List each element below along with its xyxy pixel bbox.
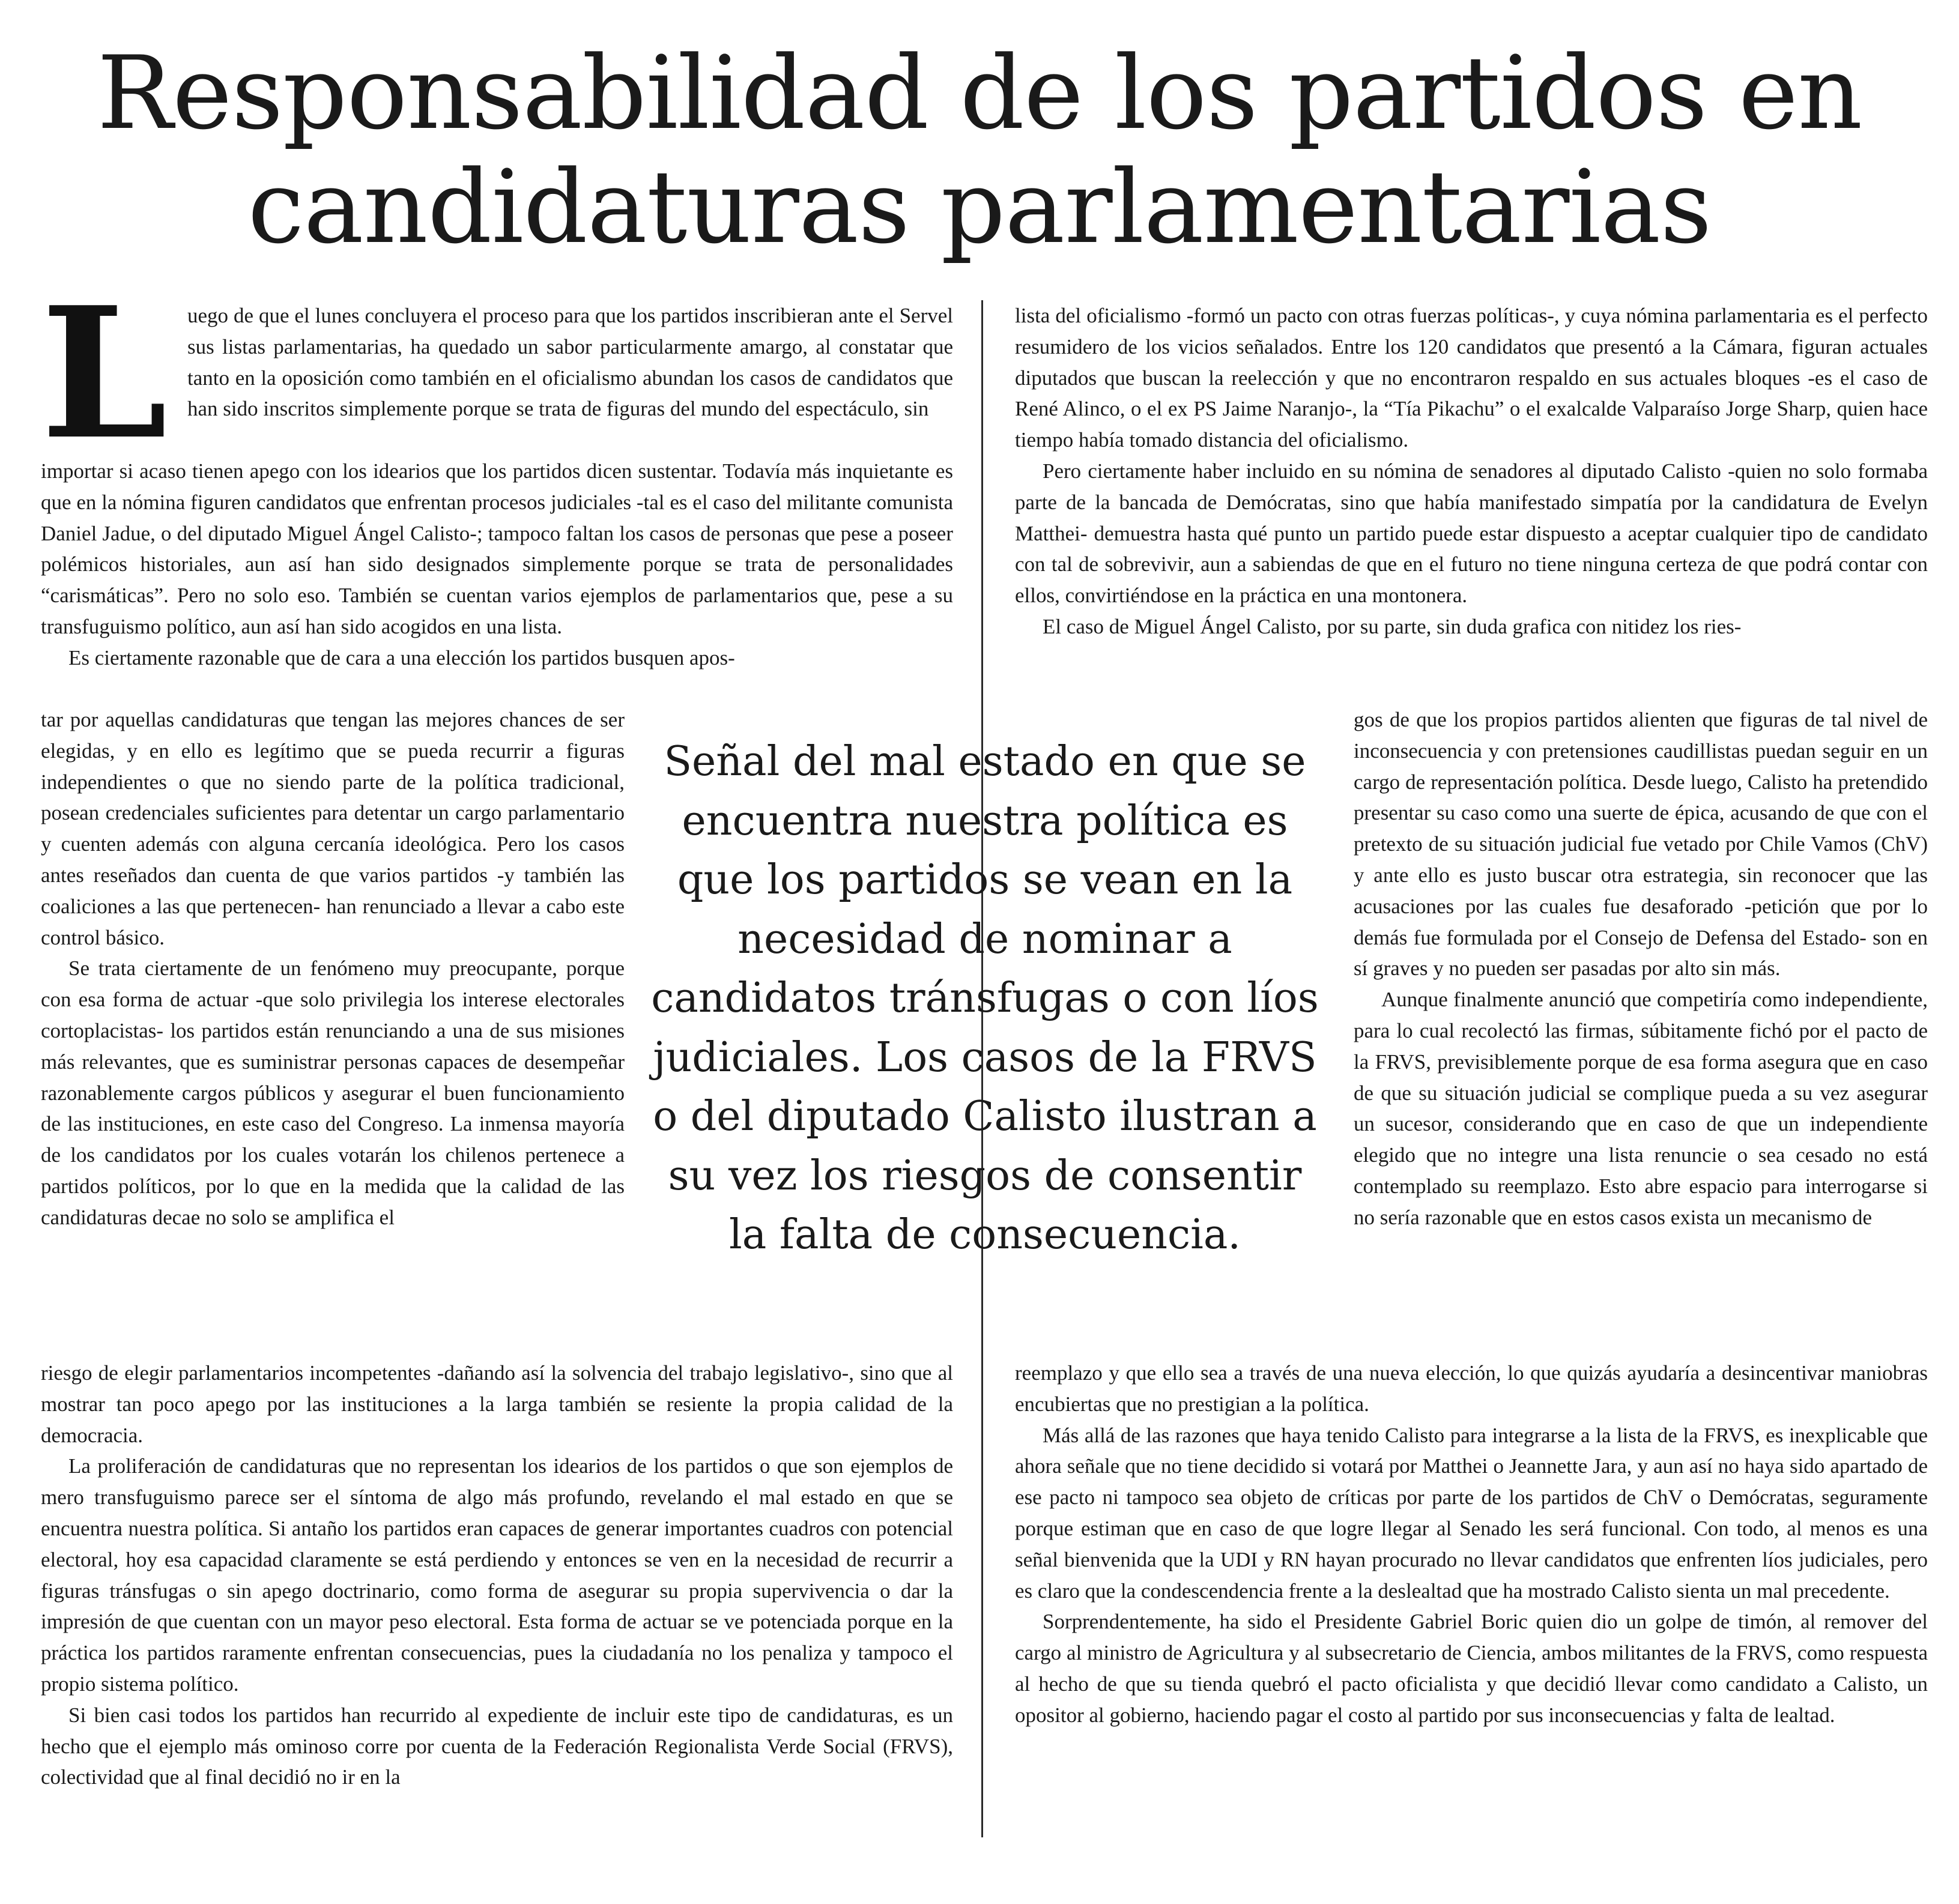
paragraph-8: Aunque finalmente anunció que competiría como independiente, para lo cual recolectó las firmas, súbitamente fichó por el pacto de la FRVS, previsiblemente porque de esa forma asegura que en caso de que su situación judicial se complique pueda a su vez asegurar un sucesor, considerando que en caso de que un independiente elegido que no integre una lista renuncie o sea cesado no está contemplado su reemplazo. Esto abre espacio para interrogarse si no sería razonable que en estos casos exista un mecanismo de bbox=[1354, 988, 1928, 1229]
left-upper-block bbox=[41, 456, 953, 674]
paragraph-5: Si bien casi todos los partidos han recurrido al expediente de incluir este tipo de candidaturas, es un hecho que el ejemplo más ominoso corre por cuenta de la Federación Regionalista Verde Social (FRVS), colectividad que al final decidió no ir en la bbox=[41, 1703, 953, 1789]
right-upper-block bbox=[1015, 300, 1928, 642]
paragraph-1-continued: importar si acaso tienen apego con los idearios que los partidos dicen sustentar. Todavía más inquietante es que en la nómina figuren candidatos que enfrentan procesos judiciales -tal es el caso del militante comunista Daniel Jadue, o del diputado Miguel Ángel Calisto-; tampoco faltan los casos de personas que pese a poseer polémicos historiales, aun así han sido designados simplemente porque se trata de personalidades “carismáticas”. Pero no solo eso. También se cuentan varios ejemplos de parlamentarios que, pese a su transfuguismo político, aun así han sido acogidos en una lista. bbox=[41, 459, 953, 638]
left-lower-block bbox=[41, 1358, 953, 1793]
headline-line-2: candidaturas parlamentarias bbox=[247, 148, 1712, 266]
paragraph-7-start: El caso de Miguel Ángel Calisto, por su parte, sin duda grafica con nitidez los ries- bbox=[1043, 614, 1742, 638]
right-narrow-block bbox=[1354, 704, 1928, 1233]
paragraph-3-end: riesgo de elegir parlamentarios incompetentes -dañando así la solvencia del trabajo legislativo-, sino que al mostrar tan poco apego por las instituciones a la larga también se resiente la propia calidad de la democracia. bbox=[41, 1361, 953, 1447]
headline-line-1: Responsabilidad de los partidos en bbox=[97, 34, 1862, 152]
paragraph-2-rest: tar por aquellas candidaturas que tengan las mejores chances de ser elegidas, y en ello es legítimo que se pueda recurrir a figuras independientes o que no siendo parte de la política tradicional, posean credenciales suficientes para detentar un cargo parlamentario y cuenten además con alguna cercanía ideológica. Pero los casos antes reseñados dan cuenta de que varios partidos -y también las coaliciones a las que pertenecen- han renunciado a llevar a cabo este control básico. bbox=[41, 708, 625, 949]
paragraph-8-end: reemplazo y que ello sea a través de una nueva elección, lo que quizás ayudaría a desincentivar maniobras encubiertas que no prestigian a la política. bbox=[1015, 1361, 1928, 1416]
paragraph-1-intro: uego de que el lunes concluyera el proceso para que los partidos inscribieran ante el Servel sus listas parlamentarias, ha quedado un sabor particularmente amargo, al constatar que tanto en la oposición como también en el oficialismo abundan los casos de candidatos que han sido inscritos simplemente porque se trata de figuras del mundo del espectáculo, sin bbox=[187, 304, 953, 421]
paragraph-6: Pero ciertamente haber incluido en su nómina de senadores al diputado Calisto -quien no solo formaba parte de la bancada de Demócratas, sino que había manifestado simpatía por la candidatura de Evelyn Matthei- demuestra hasta qué punto un partido puede estar dispuesto a aceptar cualquier tipo de candidato con tal de sobrevivir, aun a sabiendas de que en el futuro no tiene ninguna certeza de que podrá contar con ellos, convirtiéndose en la práctica en una montonera. bbox=[1015, 459, 1928, 608]
paragraph-7-rest: gos de que los propios partidos alienten que figuras de tal nivel de inconsecuencia y con pretensiones caudillistas puedan seguir en un cargo de representación política. Desde luego, Calisto ha pretendido presentar su caso como una suerte de épica, acusando de que con el pretexto de su situación judicial fue vetado por Chile Vamos (ChV) y ante ello es justo buscar otra estrategia, sin reconocer que las acusaciones por las cuales fue desaforado -petición que por lo demás fue formulada por el Consejo de Defensa del Estado- son en sí graves y no pueden ser pasadas por alto sin más. bbox=[1354, 708, 1928, 981]
drop-cap: L bbox=[41, 267, 168, 479]
paragraph-3: Se trata ciertamente de un fenómeno muy preocupante, porque con esa forma de actuar -que solo privilegia los interese electorales cortoplacistas- los partidos están renunciando a una de sus misiones más relevantes, que es suministrar personas capaces de desempeñar razonablemente cargos públicos y asegurar el buen funcionamiento de las instituciones, en este caso del Congreso. La inmensa mayoría de los candidatos por los cuales votarán los chilenos pertenece a partidos políticos, por lo que en la medida que la calidad de las candidaturas decae no solo se amplifica el bbox=[41, 957, 625, 1229]
left-intro-block bbox=[187, 300, 953, 425]
right-lower-block bbox=[1015, 1358, 1928, 1731]
left-narrow-block bbox=[41, 704, 625, 1233]
paragraph-9: Más allá de las razones que haya tenido Calisto para integrarse a la lista de la FRVS, es inexplicable que ahora señale que no tiene decidido si votará por Matthei o Jeannette Jara, y aun así no haya sido apartado de ese pacto ni tampoco sea objeto de críticas por parte de los partidos de ChV o Demócratas, seguramente porque estiman que en caso de que logre llegar al Senado les será funcional. Con todo, al menos es una señal bienvenida que la UDI y RN hayan procurado no llevar candidatos que enfrenten líos judiciales, pero es claro que la condescendencia frente a la deslealtad que ha mostrado Calisto sienta un mal precedente. bbox=[1015, 1423, 1928, 1603]
paragraph-10: Sorprendentemente, ha sido el Presidente Gabriel Boric quien dio un golpe de timón, al remover del cargo al ministro de Agricultura y al subsecretario de Ciencia, ambos militantes de la FRVS, como respuesta al hecho de que su tienda quebró el pacto oficialista y que decidió llevar como candidato a Calisto, un opositor al gobierno, haciendo pagar el costo al partido por sus inconsecuencias y falta de lealtad. bbox=[1015, 1610, 1928, 1727]
paragraph-5-continued: lista del oficialismo -formó un pacto con otras fuerzas políticas-, y cuya nómina parlamentaria es el perfecto resumidero de los vicios señalados. Entre los 120 candidatos que presentó a la Cámara, figuran actuales diputados que buscan la reelección y que no encontraron respaldo en sus actuales bloques -es el caso de René Alinco, o el ex PS Jaime Naranjo-, la “Tía Pikachu” o el exalcalde Valparaíso Jorge Sharp, quien hace tiempo había tomado distancia del oficialismo. bbox=[1015, 304, 1928, 452]
headline bbox=[0, 36, 1959, 264]
pull-quote: Señal del mal estado en que se encuentra nuestra política es que los partidos se vean en la necesidad de nominar a candidatos tránsfugas o con líos judiciales. Los casos de la FRVS o del diputado Calisto ilustran a su vez los riesgos de consentir la falta de consecuencia. bbox=[651, 738, 1319, 1259]
paragraph-2-start: Es ciertamente razonable que de cara a una elección los partidos busquen apos- bbox=[68, 645, 735, 669]
paragraph-4: La proliferación de candidaturas que no representan los idearios de los partidos o que son ejemplos de mero transfuguismo parece ser el síntoma de algo más profundo, revelando el mal estado en que se encuentra nuestra política. Si antaño los partidos eran capaces de generar importantes cuadros con potencial electoral, hoy esa capacidad claramente se está perdiendo y entonces se ven en la necesidad de recurrir a figuras tránsfugas o sin apego doctrinario, como forma de asegurar su propia supervivencia o dar la impresión de que cuentan con un mayor peso electoral. Esta forma de actuar se ve potenciada porque en la práctica los partidos raramente enfrentan consecuencias, pues la ciudadanía no los penaliza y tampoco el propio sistema político. bbox=[41, 1454, 953, 1696]
